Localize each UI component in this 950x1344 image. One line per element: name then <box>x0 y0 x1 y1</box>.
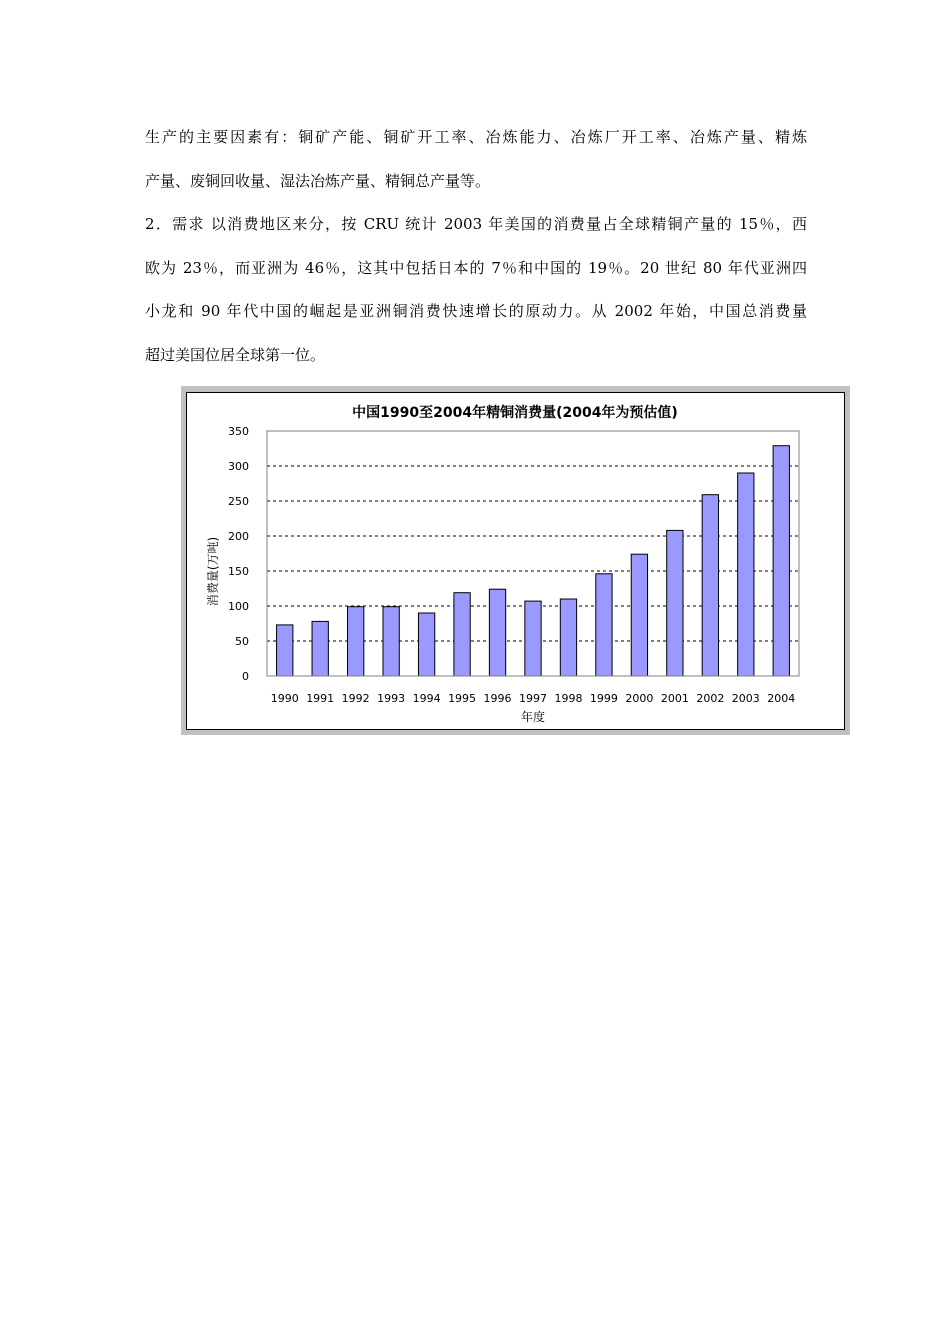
paragraph-demand <box>145 203 807 377</box>
bar-2002 <box>702 495 718 676</box>
x-tick-label: 1991 <box>306 692 335 705</box>
y-tick-label: 300 <box>228 460 249 473</box>
x-tick-label: 2002 <box>696 692 725 705</box>
x-tick-label: 1996 <box>483 692 512 705</box>
bar-1998 <box>560 599 576 676</box>
paragraph-line: 2．需求 以消费地区来分，按 CRU 统计 2003 年美国的消费量占全球精铜产量的 15％，西 <box>145 215 807 233</box>
x-tick-label: 1993 <box>377 692 406 705</box>
y-tick-label: 100 <box>228 600 249 613</box>
y-axis-ticks <box>228 425 249 683</box>
x-tick-label: 1995 <box>448 692 477 705</box>
bar-1995 <box>454 593 470 676</box>
paragraph-line: 产量、废铜回收量、湿法冶炼产量、精铜总产量等。 <box>145 171 491 190</box>
x-tick-label: 1997 <box>519 692 547 705</box>
x-axis-ticks <box>271 692 796 705</box>
paragraph-line: 生产的主要因素有：铜矿产能、铜矿开工率、冶炼能力、冶炼厂开工率、冶炼产量、精炼 <box>145 128 807 146</box>
y-tick-label: 150 <box>228 565 249 578</box>
bar-1996 <box>489 589 505 676</box>
bar-1991 <box>312 621 328 676</box>
y-tick-label: 0 <box>242 670 249 683</box>
x-tick-label: 2004 <box>767 692 796 705</box>
y-tick-label: 50 <box>235 635 249 648</box>
bar-2001 <box>667 530 683 676</box>
y-tick-label: 200 <box>228 530 249 543</box>
paragraph-line: 欧为 23％，而亚洲为 46％，这其中包括日本的 7％和中国的 19％。20 世纪 80 年代亚洲四 <box>145 258 807 277</box>
x-tick-label: 1994 <box>412 692 441 705</box>
x-tick-label: 2000 <box>625 692 654 705</box>
paragraph-production-factors <box>145 116 807 203</box>
bar-1992 <box>348 607 364 676</box>
y-axis-label: 消费量(万吨) <box>206 536 220 607</box>
bar-1993 <box>383 607 399 676</box>
chart-area <box>186 392 845 730</box>
bar-chart <box>187 393 844 729</box>
y-tick-label: 250 <box>228 495 249 508</box>
bar-1994 <box>418 613 434 676</box>
x-tick-label: 1999 <box>589 692 618 705</box>
paragraph-line: 小龙和 90 年代中国的崛起是亚洲铜消费快速增长的原动力。从 2002 年始，中国总消费量 <box>145 302 807 320</box>
y-tick-label: 350 <box>228 425 249 438</box>
bar-1999 <box>596 574 612 676</box>
chart-figure-frame <box>181 386 850 735</box>
x-axis-label: 年度 <box>520 710 546 724</box>
bar-2000 <box>631 554 647 676</box>
x-tick-label: 2003 <box>731 692 760 705</box>
bar-2004 <box>773 446 789 676</box>
bars <box>277 446 790 676</box>
paragraph-line: 超过美国位居全球第一位。 <box>145 345 326 364</box>
x-tick-label: 1998 <box>554 692 583 705</box>
bar-1997 <box>525 601 541 676</box>
x-tick-label: 1990 <box>270 692 299 705</box>
chart-title: 中国1990至2004年精铜消费量(2004年为预估值) <box>352 405 678 421</box>
x-tick-label: 1992 <box>341 692 370 705</box>
bar-1990 <box>277 625 293 676</box>
bar-2003 <box>738 473 754 676</box>
x-tick-label: 2001 <box>660 692 689 705</box>
